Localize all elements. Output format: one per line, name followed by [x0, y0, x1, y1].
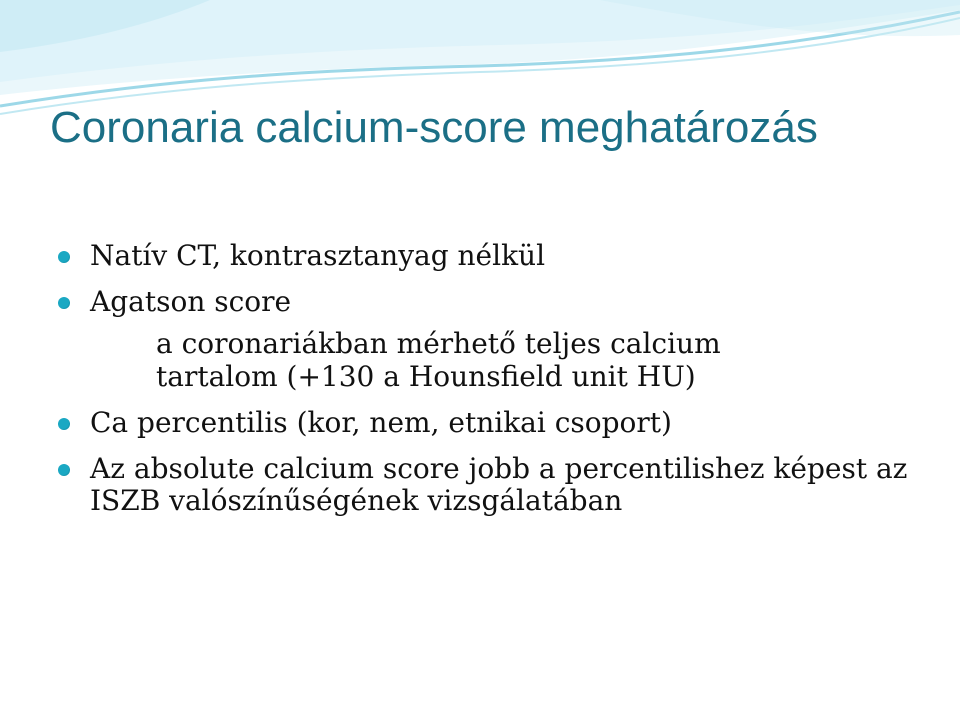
- slide-title: Coronaria calcium-score meghatározás: [50, 103, 818, 152]
- bullet-text-4: Az absolute calcium score jobb a percentilishez képest az ISZB valószínűségének vizsgálatában: [90, 451, 908, 518]
- header-wave-decoration: [0, 0, 960, 120]
- bullet-dot-icon: [58, 297, 70, 309]
- bullet-item-4: [56, 453, 936, 517]
- bullet-item-1: [56, 240, 936, 272]
- bullet-dot-icon: [58, 464, 70, 476]
- bullet-item-3: [56, 407, 936, 439]
- bullet-text-3: Ca percentilis (kor, nem, etnikai csoport): [90, 405, 672, 439]
- bullet-dot-icon: [58, 418, 70, 430]
- bullet-text-2: Agatson score: [90, 285, 292, 319]
- bullet-dot-icon: [58, 251, 70, 263]
- bullet-text-1: Natív CT, kontrasztanyag nélkül: [90, 239, 546, 272]
- bullet-list: [56, 240, 936, 531]
- bullet-subtext-2: a coronariákban mérhető teljes calcium tartalom (+130 a Hounsfield unit HU): [156, 327, 721, 393]
- bullet-item-2: [56, 286, 936, 318]
